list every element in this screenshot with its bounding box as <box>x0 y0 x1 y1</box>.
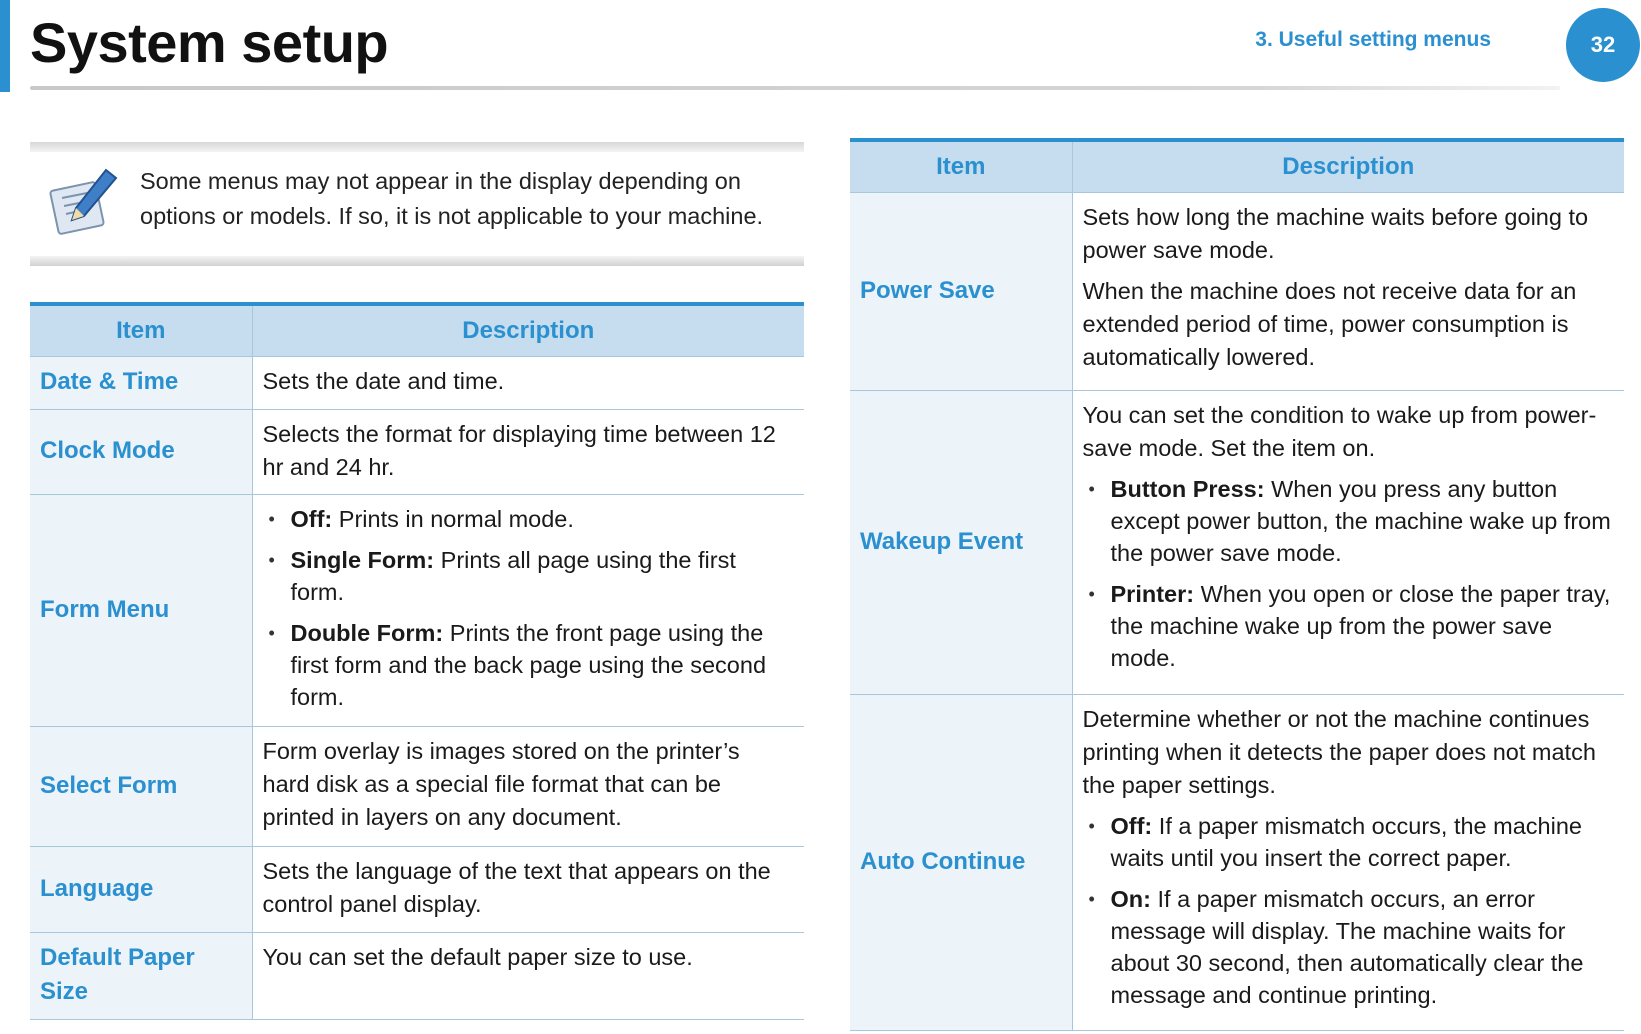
bullet-text: If a paper mismatch occurs, an error message will display. The machine waits for about 30 second, then automatically clear the message and continue printing. <box>1110 886 1584 1008</box>
column-header-item: Item <box>30 304 252 357</box>
bullet-term: Double Form: <box>290 620 444 646</box>
bullet-term: Off: <box>290 506 333 532</box>
description-cell: Selects the format for displaying time between 12 hr and 24 hr. <box>252 410 804 495</box>
bullet-text: Prints the front page using the first form and the back page using the second form. <box>290 620 767 710</box>
item-language: Language <box>30 847 252 933</box>
bullet-text: When you open or close the paper tray, the machine wake up from the power save mode. <box>1110 581 1611 671</box>
page-number-badge: 32 <box>1566 8 1640 82</box>
table-row <box>30 727 804 847</box>
table-row <box>850 391 1624 695</box>
column-header-description: Description <box>1072 140 1624 193</box>
header-accent-bar <box>0 0 10 92</box>
item-form-menu: Form Menu <box>30 495 252 727</box>
chapter-link[interactable]: 3. Useful setting menus <box>1255 28 1491 51</box>
item-wakeup-event: Wakeup Event <box>850 391 1072 695</box>
note-box <box>30 142 804 266</box>
header-divider <box>30 86 1560 90</box>
description-cell <box>252 495 804 727</box>
description-paragraph: Sets how long the machine waits before going to power save mode. <box>1082 204 1589 263</box>
bullet-term: Printer: <box>1110 581 1195 607</box>
bullet-list <box>1083 810 1613 1011</box>
description-paragraph: Determine whether or not the machine continues printing when it detects the paper does not match the paper settings. <box>1082 706 1596 798</box>
description-paragraph: When the machine does not receive data for an extended period of time, power consumption is automatically lowered. <box>1082 278 1577 370</box>
description-paragraph: You can set the condition to wake up from power-save mode. Set the item on. <box>1082 402 1597 461</box>
list-item <box>263 503 793 535</box>
bullet-term: Single Form: <box>290 547 435 573</box>
description-cell: Sets the date and time. <box>252 357 804 410</box>
note-top-bar <box>30 142 804 152</box>
left-settings-table <box>30 302 804 1020</box>
table-header-row <box>30 304 804 357</box>
item-date-time: Date & Time <box>30 357 252 410</box>
description-cell: Sets the language of the text that appears on the control panel display. <box>252 847 804 933</box>
column-header-item: Item <box>850 140 1072 193</box>
bullet-list <box>263 503 793 713</box>
list-item <box>1083 578 1613 674</box>
item-default-paper-size: Default Paper Size <box>30 933 252 1020</box>
bullet-text: When you press any button except power button, the machine wake up from the power save mode. <box>1110 476 1611 566</box>
note-pencil-icon <box>48 164 122 238</box>
table-row <box>30 933 804 1020</box>
right-settings-table <box>850 138 1624 1031</box>
description-cell <box>1072 193 1624 391</box>
note-text: Some menus may not appear in the display depending on options or models. If so, it is not applicable to your machine. <box>140 168 764 229</box>
note-bottom-bar <box>30 256 804 266</box>
table-row <box>30 357 804 410</box>
table-row <box>850 695 1624 1031</box>
list-item <box>263 544 793 608</box>
description-cell <box>1072 695 1624 1031</box>
table-header-row <box>850 140 1624 193</box>
bullet-term: Off: <box>1110 813 1153 839</box>
table-row <box>30 410 804 495</box>
description-cell: You can set the default paper size to use. <box>252 933 804 1020</box>
list-item <box>263 617 793 713</box>
description-cell: Form overlay is images stored on the printer’s hard disk as a special file format that can be printed in layers on any document. <box>252 727 804 847</box>
item-power-save: Power Save <box>850 193 1072 391</box>
list-item <box>1083 883 1613 1011</box>
list-item <box>1083 810 1613 874</box>
item-clock-mode: Clock Mode <box>30 410 252 495</box>
table-row <box>30 847 804 933</box>
table-row <box>850 193 1624 391</box>
item-select-form: Select Form <box>30 727 252 847</box>
bullet-term: On: <box>1110 886 1151 912</box>
bullet-list <box>1083 473 1613 674</box>
list-item <box>1083 473 1613 569</box>
bullet-term: Button Press: <box>1110 476 1265 502</box>
bullet-text: Prints all page using the first form. <box>290 547 736 605</box>
description-cell <box>1072 391 1624 695</box>
bullet-text: Prints in normal mode. <box>332 506 574 532</box>
item-auto-continue: Auto Continue <box>850 695 1072 1031</box>
page-title: System setup <box>30 11 389 74</box>
table-row <box>30 495 804 727</box>
bullet-text: If a paper mismatch occurs, the machine waits until you insert the correct paper. <box>1110 813 1582 871</box>
column-header-description: Description <box>252 304 804 357</box>
